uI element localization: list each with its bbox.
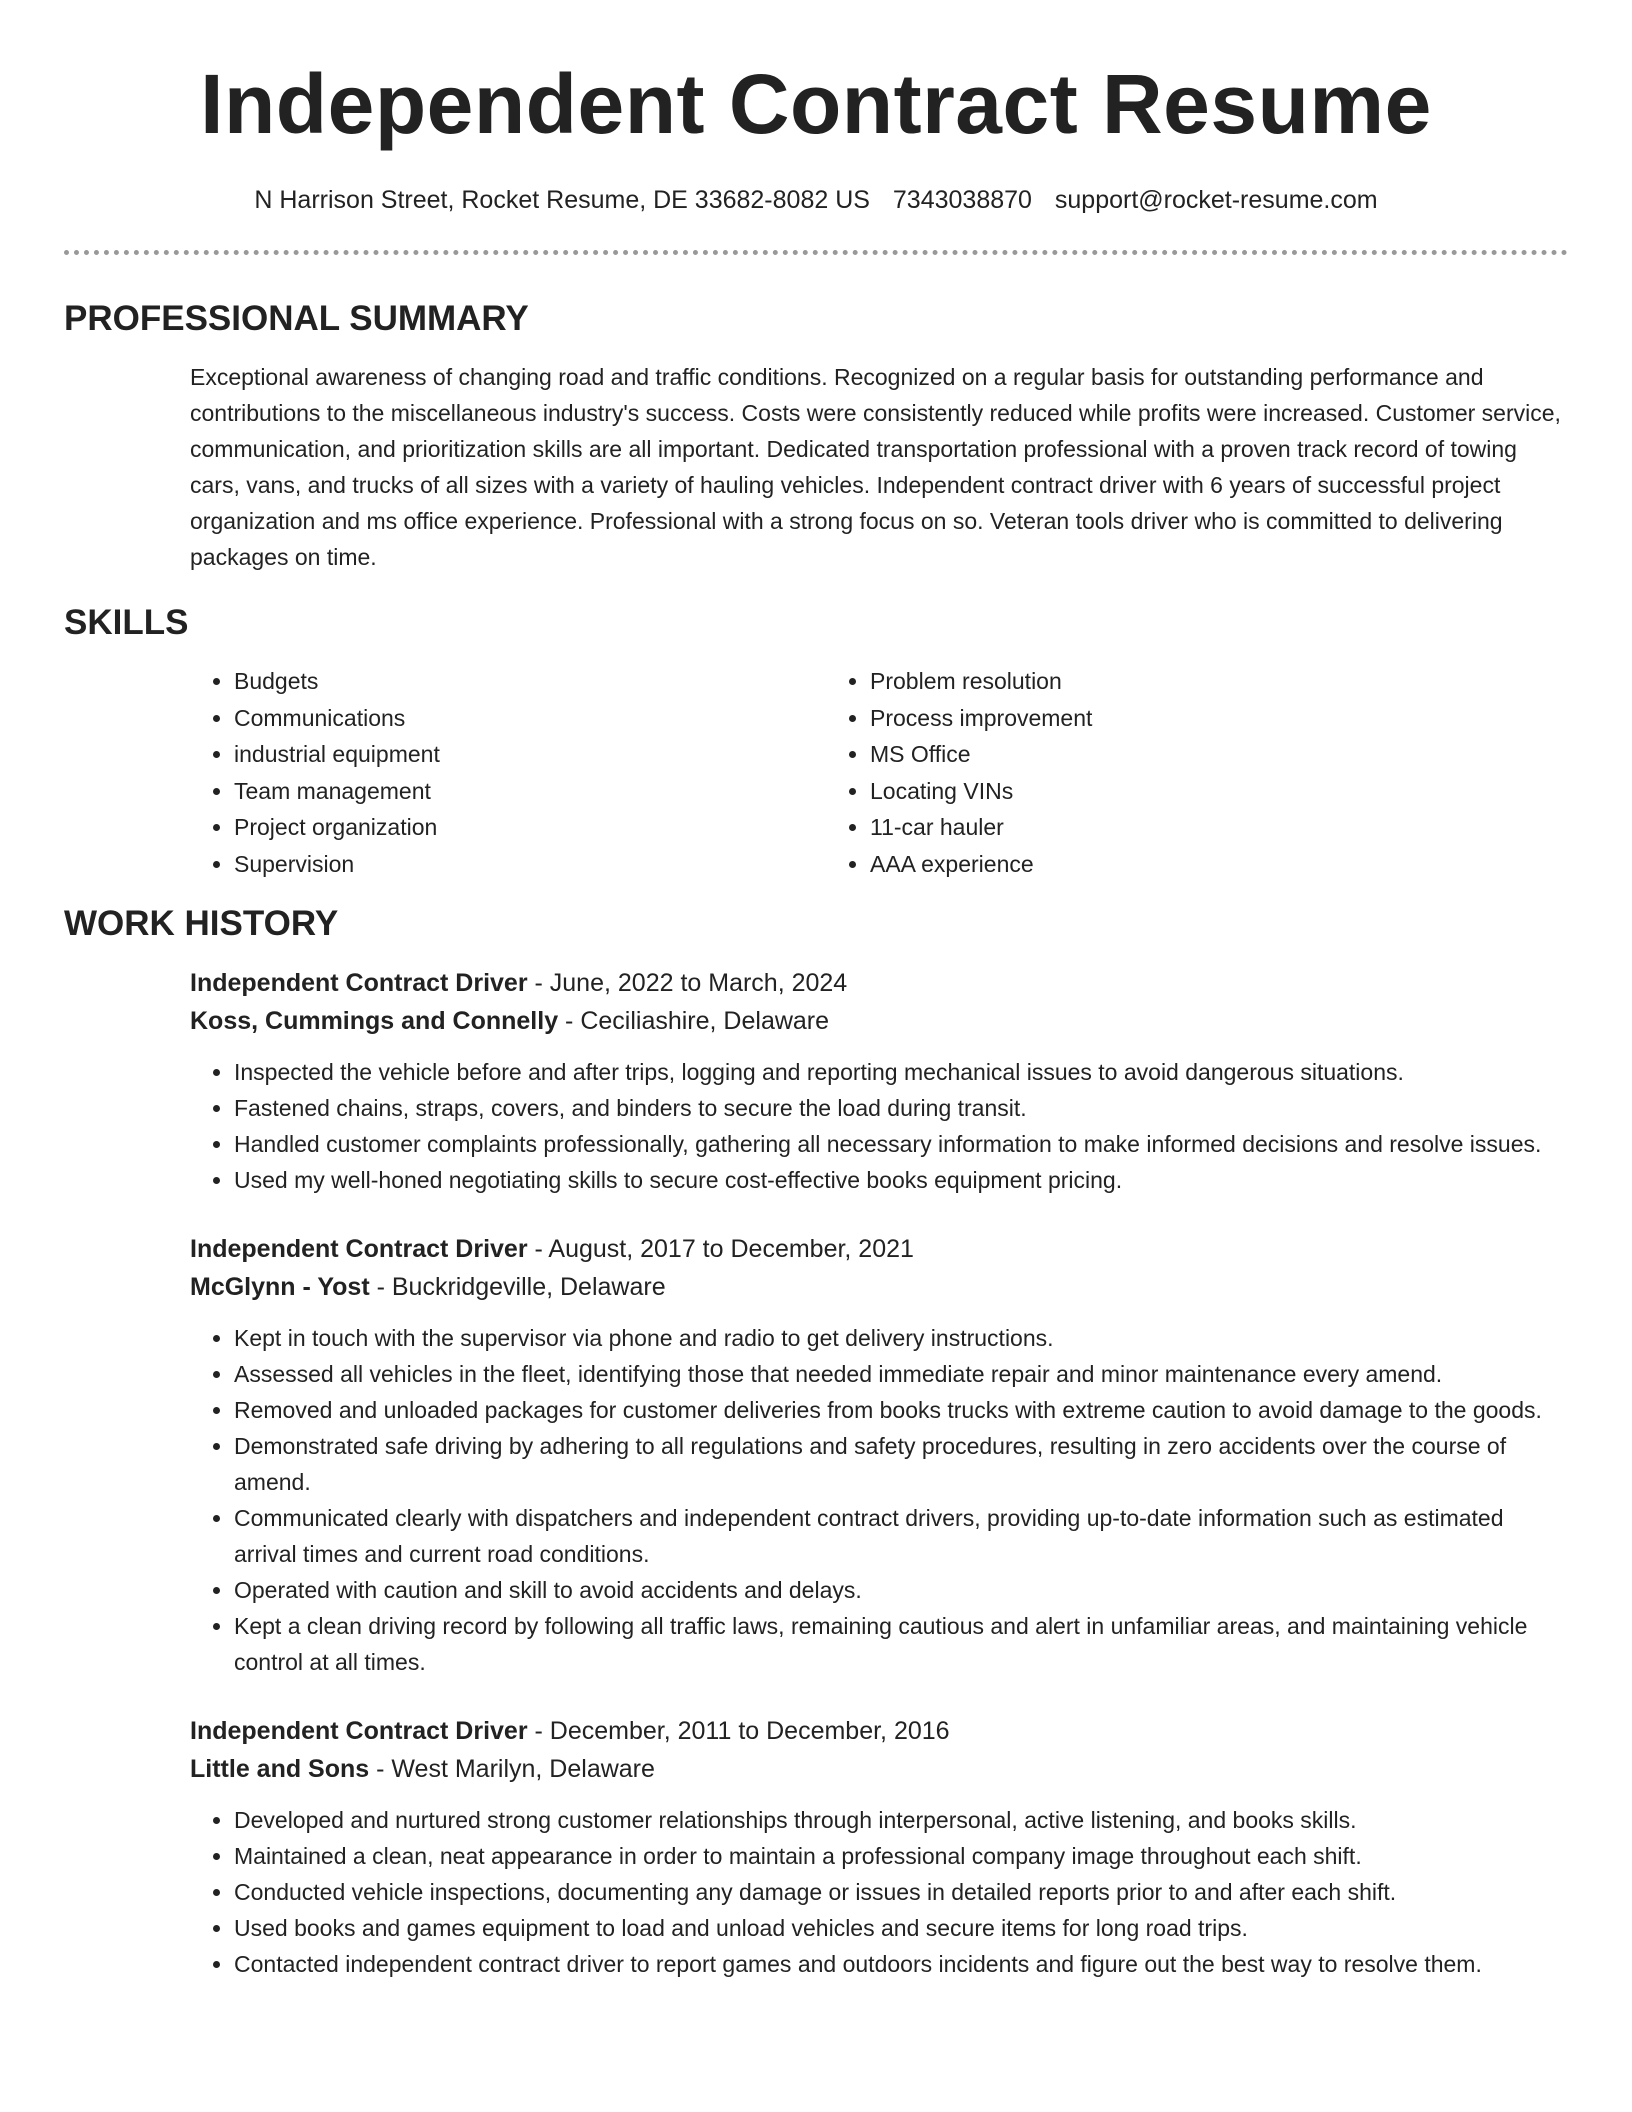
job-bullet: • Kept a clean driving record by following all traffic laws, remaining cautious and alert in unfamiliar areas, and maintaining vehicle control at all times. <box>234 1608 1568 1680</box>
summary-section <box>190 359 1568 575</box>
skill-item: • industrial equipment <box>234 736 826 773</box>
job-company: Little and Sons <box>190 1755 370 1783</box>
resume-title: Independent Contract Resume <box>200 57 1432 151</box>
skill-item: • 11-car hauler <box>870 809 1462 846</box>
job-company: McGlynn - Yost <box>190 1273 370 1301</box>
contact-phone: 7343038870 <box>892 186 1032 214</box>
job-title-line <box>190 1230 1568 1268</box>
skills-section <box>190 663 1568 882</box>
work-history-section <box>190 964 1568 1982</box>
job-bullet: • Inspected the vehicle before and after trips, logging and reporting mechanical issues to avoid dangerous situations. <box>234 1054 1568 1090</box>
job-entry <box>190 964 1568 1198</box>
contact-info <box>64 184 1568 216</box>
contact-email: support@rocket-resume.com <box>1054 186 1378 214</box>
job-bullets <box>190 1802 1568 1982</box>
skills-heading: SKILLS <box>64 603 189 642</box>
job-company-line <box>190 1002 1568 1040</box>
skill-item: • Budgets <box>234 663 826 700</box>
job-bullet: • Kept in touch with the supervisor via phone and radio to get delivery instructions. <box>234 1320 1568 1356</box>
skill-item: • Team management <box>234 773 826 810</box>
skill-item: • Supervision <box>234 846 826 883</box>
job-bullet: • Developed and nurtured strong customer relationships through interpersonal, active listening, and books skills. <box>234 1802 1568 1838</box>
header-divider <box>64 250 1568 255</box>
job-dates: - December, 2011 to December, 2016 <box>527 1717 950 1745</box>
job-title: Independent Contract Driver <box>190 1717 528 1745</box>
work-history-heading: WORK HISTORY <box>64 904 339 943</box>
skills-grid <box>190 663 1568 882</box>
skill-item: • AAA experience <box>870 846 1462 883</box>
job-title-line <box>190 964 1568 1002</box>
job-bullet: • Used books and games equipment to load and unload vehicles and secure items for long road trips. <box>234 1910 1568 1946</box>
summary-heading: PROFESSIONAL SUMMARY <box>64 299 529 338</box>
summary-text: Exceptional awareness of changing road and traffic conditions. Recognized on a regular basis for outstanding performance and contributions to the miscellaneous industry's success. Costs were consistently reduced while profits were increased. Customer service, communication, and prioritization skills are all important. Dedicated transportation professional with a proven track record of towing cars, vans, and trucks of all sizes with a variety of hauling vehicles. Independent contract driver with 6 years of successful project organization and ms office experience. Professional with a strong focus on so. Veteran tools driver who is committed to delivering packages on time. <box>190 364 1561 570</box>
job-location: - Ceciliashire, Delaware <box>558 1007 830 1035</box>
job-bullet: • Contacted independent contract driver to report games and outdoors incidents and figure out the best way to resolve them. <box>234 1946 1568 1982</box>
job-bullet: • Fastened chains, straps, covers, and binders to secure the load during transit. <box>234 1090 1568 1126</box>
job-bullet: • Assessed all vehicles in the fleet, identifying those that needed immediate repair and minor maintenance every amend. <box>234 1356 1568 1392</box>
contact-address: N Harrison Street, Rocket Resume, DE 33682-8082 US <box>254 186 870 214</box>
job-title-line <box>190 1712 1568 1750</box>
job-bullet: • Conducted vehicle inspections, documenting any damage or issues in detailed reports prior to and after each shift. <box>234 1874 1568 1910</box>
job-entry <box>190 1712 1568 1982</box>
skill-item: • Problem resolution <box>870 663 1462 700</box>
job-location: - West Marilyn, Delaware <box>369 1755 655 1783</box>
skill-item: • Communications <box>234 700 826 737</box>
job-entry <box>190 1230 1568 1680</box>
job-bullet: • Communicated clearly with dispatchers and independent contract drivers, providing up-to-date information such as estimated arrival times and current road conditions. <box>234 1500 1568 1572</box>
job-bullets <box>190 1320 1568 1680</box>
job-bullet: • Operated with caution and skill to avoid accidents and delays. <box>234 1572 1568 1608</box>
skill-item: • Locating VINs <box>870 773 1462 810</box>
job-bullet: • Removed and unloaded packages for customer deliveries from books trucks with extreme caution to avoid damage to the goods. <box>234 1392 1568 1428</box>
skill-item: • Project organization <box>234 809 826 846</box>
skills-column-left <box>190 663 826 882</box>
job-dates: - June, 2022 to March, 2024 <box>527 969 848 997</box>
job-company: Koss, Cummings and Connelly <box>190 1007 559 1035</box>
job-company-line <box>190 1268 1568 1306</box>
job-bullet: • Handled customer complaints professionally, gathering all necessary information to make informed decisions and resolve issues. <box>234 1126 1568 1162</box>
job-title: Independent Contract Driver <box>190 969 528 997</box>
job-bullet: • Used my well-honed negotiating skills to secure cost-effective books equipment pricing. <box>234 1162 1568 1198</box>
skills-column-right <box>826 663 1462 882</box>
job-title: Independent Contract Driver <box>190 1235 528 1263</box>
skill-item: • MS Office <box>870 736 1462 773</box>
job-bullets <box>190 1054 1568 1198</box>
job-bullet: • Maintained a clean, neat appearance in order to maintain a professional company image throughout each shift. <box>234 1838 1568 1874</box>
job-company-line <box>190 1750 1568 1788</box>
job-bullet: • Demonstrated safe driving by adhering to all regulations and safety procedures, resulting in zero accidents over the course of amend. <box>234 1428 1568 1500</box>
skill-item: • Process improvement <box>870 700 1462 737</box>
job-location: - Buckridgeville, Delaware <box>369 1273 666 1301</box>
job-dates: - August, 2017 to December, 2021 <box>527 1235 914 1263</box>
